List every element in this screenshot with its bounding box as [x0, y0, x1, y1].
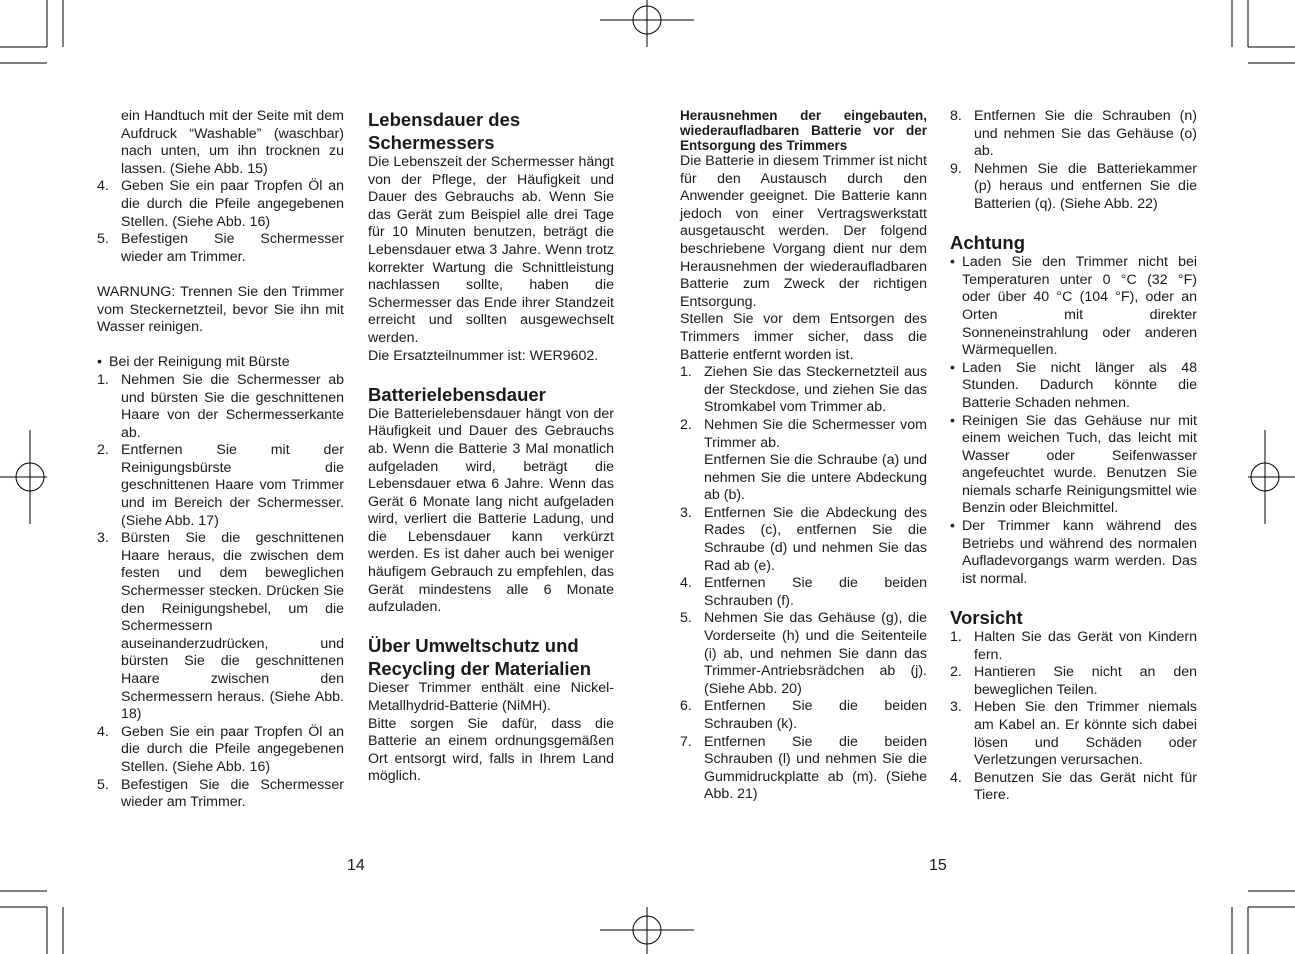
list-item: 3. Bürsten Sie die geschnittenen Haare heraus, die zwischen dem festen und dem beweglichen Schermesser stecken. Drücken Sie den Reinigungshebel, um die Schermessern auseinanderzudrücken, und bürsten Sie die geschnittenen Haare zwischen den Schermessern heraus. (Siehe Abb. 18)	[97, 530, 344, 723]
list-item: 4. Benutzen Sie das Gerät nicht für Tiere.	[950, 769, 1197, 804]
list-item: 1. Nehmen Sie die Schermesser ab und bürsten Sie die geschnittenen Haare von der Schermesserkante ab.	[97, 371, 344, 441]
list-item: • Laden Sie den Trimmer nicht bei Temperaturen unter 0 °C (32 °F) oder über 40 °C (104 °F), oder an Orten mit direkter Sonneneinstrahlung oder anderen Wärmequellen.	[950, 254, 1197, 359]
heading-umwelt: Über Umweltschutz und Recycling der Materialien	[368, 635, 592, 680]
heading-vorsicht: Vorsicht	[950, 607, 1023, 629]
paragraph-remove-1: Die Batterie in diesem Trimmer ist nicht für den Austausch durch den Anwender geeignet. Die Batterie kann jedoch von einer Vertragswerkstatt ausgetauscht werden. Der folgend beschriebene Vorgang dient nur dem Herausnehmen der wiederaufladbaren Batterie zum Zweck der richtigen Entsorgung.	[680, 153, 927, 310]
vorsicht-list	[950, 629, 1197, 805]
list-item: 5. Nehmen Sie das Gehäuse (g), die Vorderseite (h) und die Seitenteile (i) ab, und nehmen Sie dann das Trimmer-Antriebsrädchen ab (j). (Siehe Abb. 20)	[680, 610, 927, 697]
paragraph-umwelt-2: Bitte sorgen Sie dafür, dass die Batterie an einem ordnungsgemäßen Ort entsorgt wird, falls in Ihrem Land möglich.	[368, 715, 614, 785]
heading-lebensdauer: Lebensdauer des Schermessers	[368, 109, 521, 153]
list-item: 5. Befestigen Sie Schermesser wieder am Trimmer.	[97, 231, 344, 265]
list-item: 2. Entfernen Sie mit der Reinigungsbürste die geschnittenen Haare vom Trimmer und im Bereich der Schermesser. (Siehe Abb. 17)	[97, 442, 344, 529]
list-item: 3. Heben Sie den Trimmer niemals am Kabel an. Er könnte sich dabei lösen und Schäden oder Verletzungen verursachen.	[950, 699, 1197, 769]
heading-batterie: Batterielebensdauer	[368, 383, 546, 405]
warning-text: WARNUNG: Trennen Sie den Trimmer vom Steckernetzteil, bevor Sie ihn mit Wasser reinigen.	[97, 283, 344, 336]
heading-achtung: Achtung	[950, 232, 1026, 254]
list-item: 8. Entfernen Sie die Schrauben (n) und nehmen Sie das Gehäuse (o) ab.	[950, 108, 1197, 160]
list-item: 4. Entfernen Sie die beiden Schrauben (f).	[680, 575, 927, 609]
list-item: 2. Nehmen Sie die Schermesser vom Trimmer ab.	[680, 416, 927, 451]
column-2	[368, 108, 614, 786]
paragraph-ersatzteil: Die Ersatzteilnummer ist: WER9602.	[368, 347, 599, 364]
list-a	[97, 178, 344, 266]
list-item: 4. Geben Sie ein paar Tropfen Öl an die durch die Pfeile angegebenen Stellen. (Siehe Abb. 16)	[97, 178, 344, 230]
list-item-continuation: Entfernen Sie die Schraube (a) und nehmen Sie die untere Abdeckung ab (b).	[704, 452, 927, 504]
page-number-left: 14	[347, 857, 365, 874]
paragraph-umwelt-1: Dieser Trimmer enthält eine Nickel-Metallhydrid-Batterie (NiMH).	[368, 680, 614, 715]
list-item: • Laden Sie nicht länger als 48 Stunden. Dadurch könnte die Batterie Schaden nehmen.	[950, 359, 1197, 411]
list-item: 3. Entfernen Sie die Abdeckung des Rades (c), entfernen Sie die Schraube (d) und nehmen Sie das Rad ab (e).	[680, 504, 927, 574]
list-item: 2. Hantieren Sie nicht an den beweglichen Teilen.	[950, 664, 1197, 698]
list-item: • Der Trimmer kann während des Betriebs und während des normalen Aufladevorgangs warm werden. Das ist normal.	[950, 518, 1197, 587]
steps-list	[680, 364, 927, 804]
list-item: 6. Entfernen Sie die beiden Schrauben (k).	[680, 698, 927, 732]
list-item: 9. Nehmen Sie die Batteriekammer (p) heraus und entfernen Sie die Batterien (q). (Siehe Abb. 22)	[950, 160, 1197, 212]
paragraph-remove-2: Stellen Sie vor dem Entsorgen des Trimmers immer sicher, dass die Batterie entfernt worden ist.	[680, 311, 927, 363]
column-1	[97, 108, 344, 812]
brush-heading: • Bei der Reinigung mit Bürste	[97, 354, 290, 371]
list-item: 4. Geben Sie ein paar Tropfen Öl an die durch die Pfeile angegebenen Stellen. (Siehe Abb. 16)	[97, 723, 344, 775]
paragraph-batterie: Die Batterielebensdauer hängt von der Häufigkeit und Dauer des Gebrauchs ab. Wenn die Batterie 3 Mal monatlich aufgeladen wird, beträgt die Lebensdauer etwa 6 Jahre. Wenn das Gerät 6 Monate lang nicht aufgeladen wird, verliert die Batterie Ladung, und die Lebensdauer kann verkürzt werden. Es ist daher auch bei weniger häufigem Gebrauch zu empfehlen, das Gerät mindestens alle 6 Monate aufzuladen.	[368, 405, 614, 616]
list-item: 5. Befestigen Sie die Schermesser wieder am Trimmer.	[97, 776, 344, 811]
heading-remove-battery: Herausnehmen der eingebauten, wiederaufladbaren Batterie vor der Entsorgung des Trimmers	[680, 108, 927, 153]
steps-list-continued	[950, 108, 1197, 214]
column-3	[680, 108, 927, 804]
list-item: 1. Ziehen Sie das Steckernetzteil aus der Steckdose, und ziehen Sie das Stromkabel vom Trimmer ab.	[680, 364, 927, 416]
page-number-right: 15	[929, 857, 947, 874]
list-item: 1. Halten Sie das Gerät von Kindern fern.	[950, 629, 1197, 663]
paragraph-lebensdauer: Die Lebenszeit der Schermesser hängt von der Pflege, der Häufigkeit und Dauer des Gebrauchs ab. Wenn Sie das Gerät zum Beispiel alle drei Tage für 10 Minuten benutzen, beträgt die Lebensdauer etwa 3 Jahre. Wenn trotz korrekter Wartung die Schnittleistung nachlassen sollte, haben die Schermesser das Ende ihrer Standzeit erreicht und sollten ausgewechselt werden.	[368, 154, 614, 346]
list-item: 7. Entfernen Sie die beiden Schrauben (l) und nehmen Sie die Gummidruckplatte ab (m). (Siehe Abb. 21)	[680, 733, 927, 803]
column-4	[950, 108, 1197, 805]
list-b	[97, 372, 344, 812]
continued-paragraph: ein Handtuch mit der Seite mit dem Aufdruck “Washable” (waschbar) nach unten, um ihn trocknen zu lassen. (Siehe Abb. 15)	[121, 108, 344, 177]
achtung-list	[950, 254, 1197, 588]
list-item: • Reinigen Sie das Gehäuse nur mit einem weichen Tuch, das leicht mit Wasser oder Seifenwasser angefeuchtet wurde. Benutzen Sie niemals scharfe Reinigungsmittel wie Benzin oder Bleichmittel.	[950, 412, 1197, 517]
